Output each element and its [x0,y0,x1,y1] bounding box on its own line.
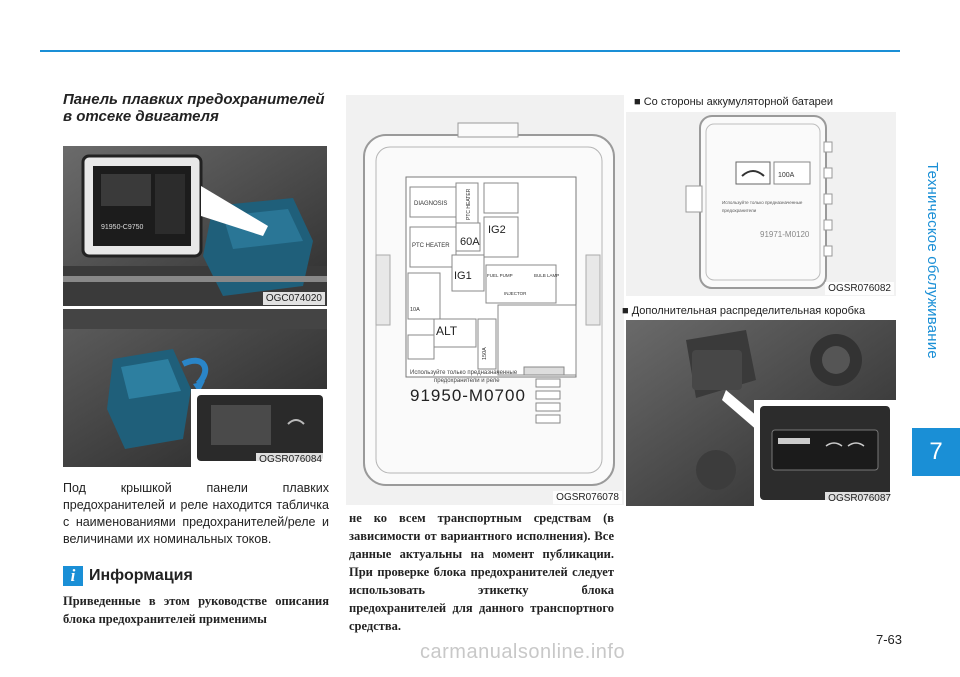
fuse-box-label-diagram [346,95,624,505]
battery-side-note-line1: Используйте только предназначенные [722,200,803,205]
page-number: 7-63 [875,632,902,647]
bulb-lamp-label: BULB LAMP [534,273,560,278]
aux-box-code: OGSR076087 [825,492,894,505]
fuse-box-drawing [346,95,624,505]
watermark: carmanualsonline.info [420,641,626,663]
info-text: Приведенные в этом руководстве описания блока предохранителей применимы [63,594,329,626]
info-title: Информация [89,567,193,584]
rating-150a-label: 150A [482,347,488,360]
ptc-heater-label: PTC HEATER [412,243,450,249]
battery-side-caption: ■ Со стороны аккумуляторной батареи [634,96,834,108]
fuse-box-part-number: 91950-M0700 [410,386,526,405]
photo1-code: OGC074020 [263,292,325,305]
ptc-heater-vertical-label: PTC HEATER [466,188,472,220]
battery-side-code: OGSR076082 [825,282,894,295]
photo1-part-label: 91950-C9750 [101,224,144,231]
injector-label: INJECTOR [504,291,527,296]
applicability-note: не ко всем транспортным средствам (в зависимости от вариантного исполнения). Все данные актуальны на момент публикации. При проверке блока предохранителей следует использовать этикетку блока предохранителей для данного транспортного средства. [349,511,614,633]
aux-distribution-box-photo [626,320,896,506]
section-side-title: Техническое обслуживание [923,161,941,359]
fuse-panel-description: Под крышкой панели плавких предохранителей и реле находится табличка с наименованиями предохранителей/реле и величинами их номинальных токов. [63,481,329,546]
ig2-label: IG2 [488,224,506,236]
battery-side-rating: 100A [778,172,795,179]
alt-label: ALT [436,324,458,338]
battery-side-fuse-diagram [626,112,896,296]
battery-side-note-line2: предохранители [722,208,757,213]
photo2-code: OGSR076084 [256,453,325,466]
diagram-note-line2: предохранители и реле [434,378,500,384]
rating-10a-label: 10A [410,307,420,313]
battery-side-part-number: 91971-M0120 [760,230,810,239]
fuse-box-diagram-code: OGSR076078 [553,491,622,504]
header-rule [40,50,900,52]
aux-box-photo-drawing [626,320,896,506]
info-header [63,564,329,588]
chapter-tab[interactable]: 7 [912,428,960,476]
engine-bay-photo-2-drawing [63,309,327,467]
battery-side-drawing [626,112,896,296]
section-heading: Панель плавких предохранителей в отсеке двигателя [63,91,325,125]
engine-bay-photo-2 [63,309,327,467]
aux-box-caption: ■ Дополнительная распределительная коробка [622,305,866,317]
info-icon: i [63,566,83,586]
diagram-note-line1: Используйте только предназначенные [410,370,518,376]
fuel-pump-label: FUEL PUMP [487,273,513,278]
rating-60a-label: 60A [460,236,480,248]
diagnosis-label: DIAGNOSIS [414,201,448,207]
ig1-label: IG1 [454,270,472,282]
engine-bay-photo-1 [63,146,327,306]
